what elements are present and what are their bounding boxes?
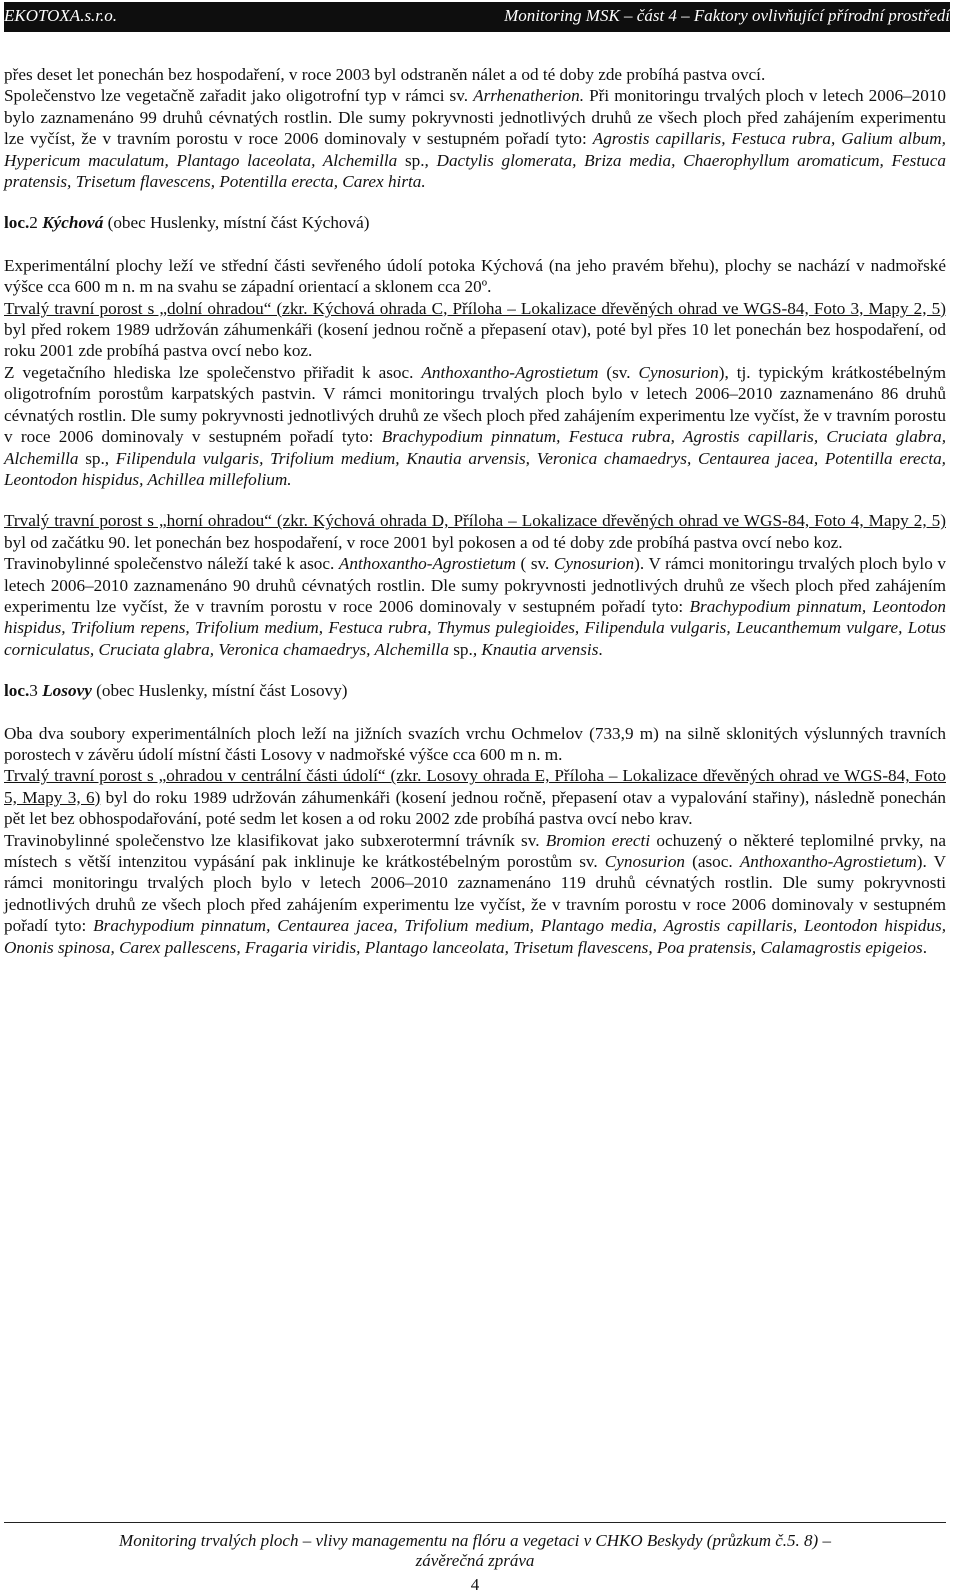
plot-reference: Trvalý travní porost s „dolní ohradou“ (zkr. Kýchová ohrada C, Příloha – Lokalizace dřevěných ohrad ve WGS-84, Foto 3, Mapy 2, 5)	[4, 298, 946, 318]
text-italic: Anthoxantho-Agrostietum	[739, 852, 917, 871]
footer-line: Monitoring trvalých ploch – vlivy managementu na flóru a vegetaci v CHKO Beskydy (průzkum č.5. 8) –	[119, 1531, 831, 1550]
text: .	[922, 937, 927, 957]
species-list: , Dactylis glomerata, Briza media, Chaerophyllum aromaticum, Festuca pratensis, Trisetum flavescens, Potentilla erecta, Carex hirta.	[4, 150, 946, 192]
locality-desc: (obec Huslenky, místní část Losovy)	[91, 681, 348, 701]
text: sp.	[448, 639, 473, 659]
text: .	[598, 639, 603, 659]
paragraph	[4, 298, 946, 362]
text: ). V rámci monitoringu trvalých ploch bylo v letech 2006–2010 zaznamenáno 119 druhů cévnatých rostlin. Dle sumy pokryvnosti jednotlivých druhů ze všech ploch před zahájením experimentu lze vyčíst, že v travním porostu v roce 2006 dominovaly v sestupném pořadí tyto:	[4, 852, 947, 936]
species-list: Brachypodium pinnatum, Leontodon hispidus, Trifolium repens, Trifolium medium, Festuca rubra, Thymus pulegioides, Filipendula vulgaris, Leucanthemum vulgare, Lotus corniculatus, Cruciata glabra, Veronica chamaedrys, Alchemilla	[4, 596, 946, 659]
text: (asoc.	[685, 852, 740, 871]
text: přes deset let ponechán bez hospodaření, v roce 2003 byl odstraněn nálet a od té doby zde probíhá pastva ovcí.	[4, 65, 766, 84]
text-italic: Anthoxantho-Agrostietum	[421, 362, 599, 382]
header-company: EKOTOXA.s.r.o.	[4, 6, 118, 25]
plot-reference: Trvalý travní porost s „ohradou v centrální části údolí“ (zkr. Losovy ohrada E, Příloha – Lokalizace dřevěných ohrad ve WGS-84, Foto 5, Mapy 3, 6)	[4, 766, 946, 807]
text-italic: Bromion erecti	[545, 830, 651, 850]
text-italic: Cynosurion	[553, 554, 635, 574]
species-list: , Knautia arvensis	[472, 639, 599, 659]
species-list: Brachypodium pinnatum, Centaurea jacea, Trifolium medium, Plantago media, Agrostis capillaris, Leontodon hispidus, Ononis spinosa, Carex pallescens, Fragaria viridis, Plantago lanceolata, Trisetum flavescens, Poa pratensis, Calamagrostis epigeios	[4, 916, 946, 957]
text: sp.	[397, 150, 425, 170]
text: ). V rámci monitoringu trvalých ploch bylo v letech 2006–2010 zaznamenáno 90 druhů cévnatých rostlin. Dle sumy pokryvnosti jednotlivých druhů ze všech ploch před zahájením experimentu lze vyčíst, že v travním porostu v roce 2006 dominovaly v sestupném pořadí tyto:	[4, 554, 946, 616]
text: Při monitoringu trvalých ploch v letech 2006–2010 bylo zaznamenáno 99 druhů cévnatých rostlin. Dle sumy pokryvnosti jednotlivých druhů ze všech ploch před zahájením experimentu lze vyčíst, že v travním porostu v roce 2006 dominovaly v sestupném pořadí tyto:	[4, 86, 947, 149]
document-body	[4, 64, 946, 958]
locality-label: loc.	[4, 213, 30, 233]
text-italic: Arrhenatherion.	[473, 86, 585, 106]
species-list: Agrostis capillaris, Festuca rubra, Galium album, Hypericum maculatum, Plantago laceolata, Alchemilla	[4, 129, 946, 170]
paragraph	[4, 553, 946, 660]
locality-heading-2	[4, 212, 946, 233]
text: Travinobylinné společenstvo lze klasifikovat jako subxerotermní trávník sv.	[4, 830, 546, 850]
page-footer	[4, 1522, 946, 1595]
text: (sv.	[598, 362, 639, 382]
text: Z vegetačního hlediska lze společenstvo přiřadit k asoc.	[4, 362, 422, 382]
text: Travinobylinné společenstvo náleží také k asoc.	[4, 554, 339, 574]
text: ), tj. typickým krátkostébelným oligotrofním porostům karpatských pastvin. V rámci monitoringu trvalých ploch bylo v letech 2006–2010 zaznamenáno 86 druhů cévnatých rostlin. Dle sumy pokryvnosti jednotlivých druhů ze všech ploch před zahájením experimentu lze vyčíst, že v travním porostu v roce 2006 dominovaly v sestupném pořadí tyto:	[4, 362, 946, 447]
paragraph	[4, 362, 946, 490]
page-number: 4	[470, 1575, 480, 1594]
paragraph	[4, 765, 946, 829]
page-header	[4, 2, 950, 32]
plot-reference: Trvalý travní porost s „horní ohradou“ (zkr. Kýchová ohrada D, Příloha – Lokalizace dřevěných ohrad ve WGS-84, Foto 4, Mapy 2, 5)	[4, 511, 946, 531]
text: byl od začátku 90. let ponechán bez hospodaření, v roce 2001 byl pokosen a od té doby zde probíhá pastva ovcí nebo koz.	[4, 532, 843, 552]
locality-name: Kýchová	[42, 213, 104, 233]
locality-label: loc.	[4, 681, 30, 701]
text: ochuzený o některé teplomilné prvky, na místech s větší intenzitou vypásání pak inklinuje ke krátkostébelným porostům sv.	[4, 830, 946, 871]
species-list: Brachypodium pinnatum, Festuca rubra, Agrostis capillaris, Cruciata glabra, Alchemilla	[4, 427, 946, 468]
paragraph	[4, 85, 946, 192]
text: byl do roku 1989 udržován záhumenkáři (kosení jednou ročně, přepasení otav a vypalování stařiny), následně ponechán pět let bez obhospodařování, poté sedm let kosen a od roku 2002 zde probíhá pastva ovcí nebo krav.	[4, 787, 947, 829]
footer-line: závěrečná zpráva	[415, 1551, 535, 1570]
text-italic: Anthoxantho-Agrostietum	[338, 554, 516, 574]
locality-name: Losovy	[42, 681, 92, 701]
paragraph	[4, 723, 946, 766]
locality-number: 2	[29, 213, 43, 233]
text-italic: Cynosurion	[638, 362, 719, 382]
locality-number: 3	[29, 681, 43, 701]
species-list: , Filipendula vulgaris, Trifolium medium, Knautia arvensis, Veronica chamaedrys, Centaurea jacea, Potentilla erecta, Leontodon hispidus, Achillea millefolium.	[4, 448, 946, 489]
locality-heading-3	[4, 680, 946, 701]
text: ( sv.	[515, 554, 554, 574]
text: Experimentální plochy leží ve střední části sevřeného údolí potoka Kýchová (na jeho pravém břehu), plochy se nachází v nadmořské výšce cca 600 m n. m na svahu se západní orientací a sklonem cca 20º.	[4, 255, 946, 297]
locality-desc: (obec Huslenky, místní část Kýchová)	[103, 213, 370, 233]
text: Společenstvo lze vegetačně zařadit jako oligotrofní typ v rámci sv.	[4, 86, 474, 106]
paragraph	[4, 830, 946, 958]
header-title: Monitoring MSK – část 4 – Faktory ovlivňující přírodní prostředí	[504, 6, 950, 25]
paragraph	[4, 255, 946, 298]
text-italic: Cynosurion	[604, 852, 686, 871]
paragraph	[4, 64, 946, 85]
footer-title	[4, 1531, 946, 1571]
text: sp.	[78, 448, 105, 468]
text: Oba dva soubory experimentálních ploch leží na jižních svazích vrchu Ochmelov (733,9 m) na silně sklonitých výslunných travních porostech v závěru údolí místní části Losovy v nadmořské výšce cca 600 m n. m.	[4, 723, 946, 764]
text: byl před rokem 1989 udržován záhumenkáři (kosení jednou ročně a přepasení otav), poté byl přes 10 let ponechán bez hospodaření, od roku 2001 zde probíhá pastva ovcí nebo koz.	[4, 320, 946, 361]
paragraph	[4, 510, 946, 553]
